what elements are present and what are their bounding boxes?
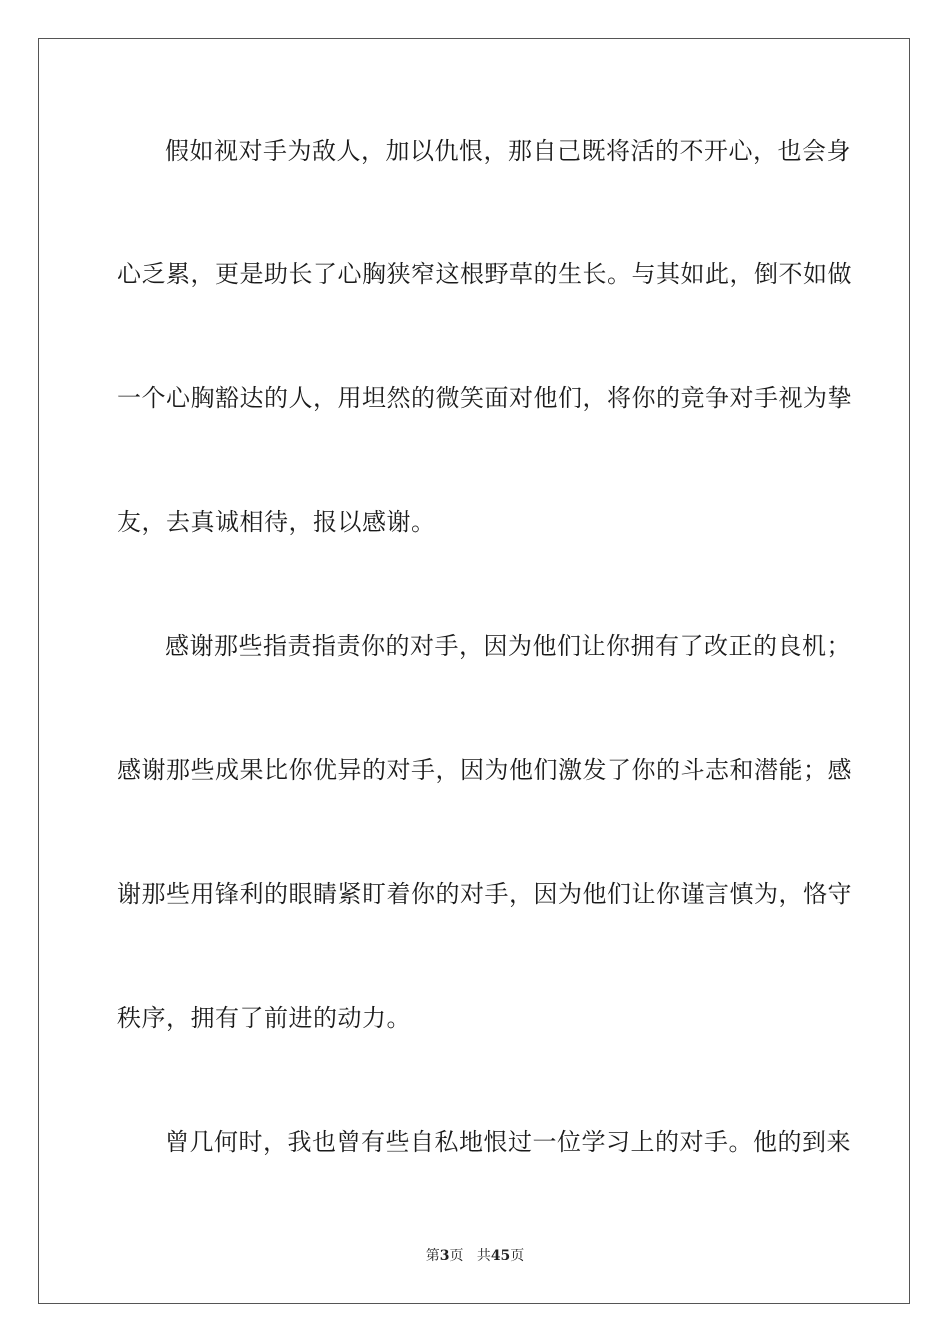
- footer-total-prefix: 共: [476, 1248, 491, 1264]
- footer-total-suffix: 页: [510, 1248, 525, 1264]
- footer-total-pages: 45: [490, 1248, 511, 1264]
- page-border: [38, 38, 910, 1304]
- footer-page-number: 3: [439, 1248, 450, 1264]
- paragraph-1-line-4: 友，去真诚相待，报以感谢。: [117, 508, 436, 536]
- page-footer: [0, 1247, 950, 1265]
- footer-prefix: 第: [425, 1248, 440, 1264]
- paragraph-2-line-2: 感谢那些成果比你优异的对手，因为他们激发了你的斗志和潜能；感: [117, 756, 852, 784]
- paragraph-1-line-1: 假如视对手为敌人，加以仇恨，那自己既将活的不开心，也会身: [165, 137, 851, 165]
- paragraph-2-line-1: 感谢那些指责指责你的对手，因为他们让你拥有了改正的良机；: [165, 632, 851, 660]
- paragraph-1-line-3: 一个心胸豁达的人，用坦然的微笑面对他们，将你的竞争对手视为挚: [117, 384, 852, 412]
- paragraph-2-line-4: 秩序，拥有了前进的动力。: [117, 1004, 411, 1032]
- paragraph-2-line-3: 谢那些用锋利的眼睛紧盯着你的对手，因为他们让你谨言慎为，恪守: [117, 880, 852, 908]
- footer-page-suffix: 页: [449, 1248, 464, 1264]
- paragraph-1-line-2: 心乏累，更是助长了心胸狭窄这根野草的生长。与其如此，倒不如做: [117, 260, 852, 288]
- paragraph-3-line-1: 曾几何时，我也曾有些自私地恨过一位学习上的对手。他的到来: [165, 1128, 851, 1156]
